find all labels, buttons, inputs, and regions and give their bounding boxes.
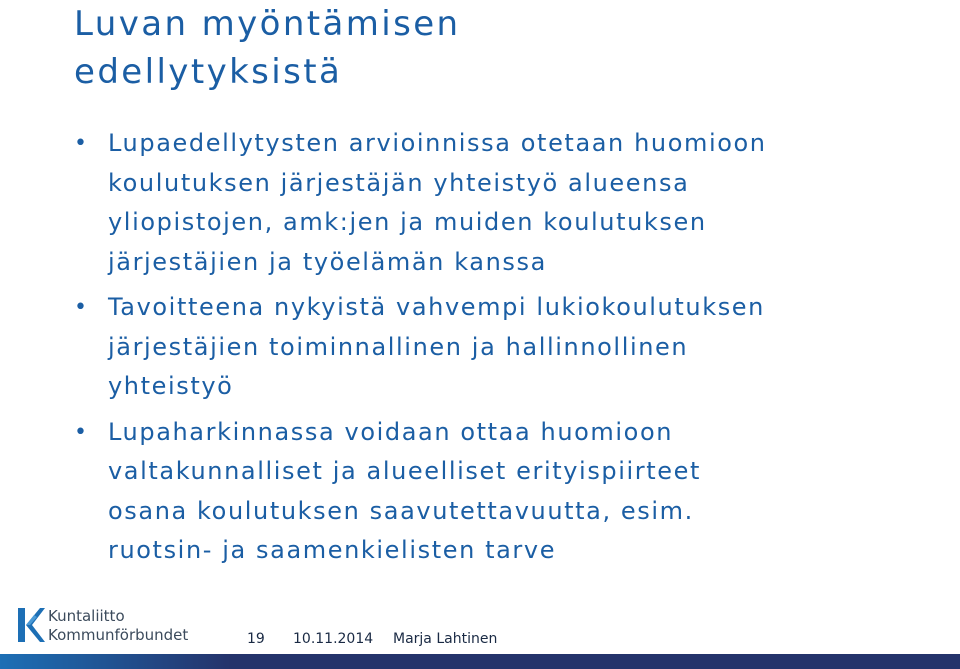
bullet-line: osana koulutuksen saavutettavuutta, esim. (108, 496, 694, 525)
bullet-line: yhteistyö (108, 372, 234, 400)
kuntaliitto-logo (16, 604, 216, 650)
bullet-line: järjestäjien toiminnallinen ja hallinnollinen (108, 332, 689, 361)
bullet-list (74, 124, 924, 577)
bullet-line: järjestäjien ja työelämän kanssa (108, 247, 547, 276)
title-line-1: Luvan myöntämisen (74, 4, 461, 44)
page-number: 19 (247, 631, 265, 647)
bullet-dot-icon: • (74, 131, 89, 156)
footer-author: Marja Lahtinen (393, 631, 498, 647)
logo-wordmark (48, 607, 188, 645)
bullet-item (74, 288, 924, 407)
logo-line-2: Kommunförbundet (48, 626, 189, 644)
slide-title (74, 0, 461, 96)
bullet-dot-icon: • (74, 419, 89, 445)
bullet-line: yliopistojen, amk:jen ja muiden koulutuksen (108, 208, 707, 236)
footer-date: 10.11.2014 (293, 631, 374, 647)
bottom-bar-accent (0, 654, 230, 669)
bullet-line: ruotsin- ja saamenkielisten tarve (108, 536, 557, 564)
bullet-line: Tavoitteena nykyistä vahvempi lukiokoulutuksen (108, 293, 765, 321)
bullet-dot-icon: • (74, 295, 89, 320)
bullet-item (74, 124, 924, 282)
title-line-2: edellytyksistä (74, 52, 343, 92)
bullet-line: koulutuksen järjestäjän yhteistyö alueensa (108, 168, 690, 197)
bullet-item (74, 413, 924, 571)
bullet-line: Lupaharkinnassa voidaan ottaa huomioon (108, 417, 674, 446)
bullet-line: Lupaedellytysten arvioinnissa otetaan huomioon (108, 129, 767, 157)
logo-line-1: Kuntaliitto (48, 607, 125, 625)
bullet-line: valtakunnalliset ja alueelliset erityispiirteet (108, 457, 702, 485)
kuntaliitto-k-logo-icon (16, 604, 46, 646)
slide-footer (247, 631, 497, 647)
